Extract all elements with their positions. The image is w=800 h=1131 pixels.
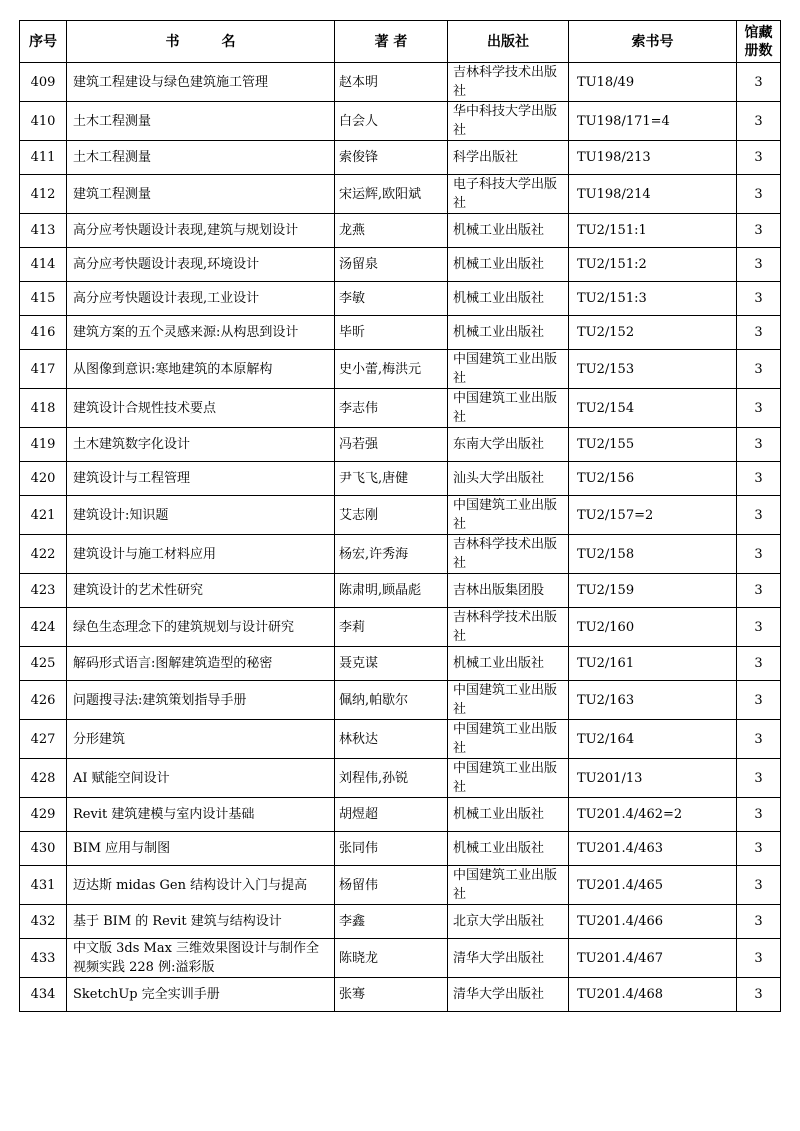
copy-count: 3	[737, 316, 781, 350]
table-row	[20, 681, 781, 720]
book-author: 聂克谋	[335, 647, 448, 681]
book-title: 建筑设计与工程管理	[67, 462, 335, 496]
copy-count: 3	[737, 350, 781, 389]
row-number: 422	[20, 535, 67, 574]
book-author: 尹飞飞,唐健	[335, 462, 448, 496]
copy-count: 3	[737, 428, 781, 462]
book-publisher: 机械工业出版社	[448, 832, 569, 866]
book-author: 刘程伟,孙锐	[335, 759, 448, 798]
copy-count: 3	[737, 462, 781, 496]
book-publisher: 中国建筑工业出版社	[448, 496, 569, 535]
book-title: 高分应考快题设计表现,建筑与规划设计	[67, 214, 335, 248]
book-publisher: 清华大学出版社	[448, 939, 569, 978]
copy-count: 3	[737, 608, 781, 647]
table-row	[20, 248, 781, 282]
book-title: Revit 建筑建模与室内设计基础	[67, 798, 335, 832]
call-number: TU18/49	[569, 63, 737, 102]
book-author: 索俊锋	[335, 141, 448, 175]
row-number: 428	[20, 759, 67, 798]
copy-count: 3	[737, 282, 781, 316]
book-author: 陈肃明,顾晶彪	[335, 574, 448, 608]
table-row	[20, 720, 781, 759]
row-number: 427	[20, 720, 67, 759]
call-number: TU198/213	[569, 141, 737, 175]
book-author: 白会人	[335, 102, 448, 141]
call-number: TU2/157=2	[569, 496, 737, 535]
call-number: TU2/151:2	[569, 248, 737, 282]
row-number: 419	[20, 428, 67, 462]
book-title: 建筑设计合规性技术要点	[67, 389, 335, 428]
book-title: 建筑方案的五个灵感来源:从构思到设计	[67, 316, 335, 350]
table-row	[20, 798, 781, 832]
call-number: TU2/154	[569, 389, 737, 428]
table-row	[20, 282, 781, 316]
call-number: TU201.4/468	[569, 978, 737, 1012]
book-publisher: 科学出版社	[448, 141, 569, 175]
call-number: TU2/161	[569, 647, 737, 681]
header-count: 馆藏册数	[737, 21, 781, 63]
book-author: 汤留泉	[335, 248, 448, 282]
row-number: 415	[20, 282, 67, 316]
table-row	[20, 462, 781, 496]
book-author: 佩纳,帕歇尔	[335, 681, 448, 720]
book-catalog-table	[19, 20, 781, 1012]
book-title: 中文版 3ds Max 三维效果图设计与制作全视频实践 228 例:溢彩版	[67, 939, 335, 978]
book-author: 毕昕	[335, 316, 448, 350]
table-row	[20, 496, 781, 535]
book-title: 分形建筑	[67, 720, 335, 759]
book-publisher: 北京大学出版社	[448, 905, 569, 939]
row-number: 420	[20, 462, 67, 496]
table-row	[20, 350, 781, 389]
book-title: 建筑设计的艺术性研究	[67, 574, 335, 608]
book-publisher: 中国建筑工业出版社	[448, 681, 569, 720]
copy-count: 3	[737, 978, 781, 1012]
call-number: TU2/159	[569, 574, 737, 608]
row-number: 411	[20, 141, 67, 175]
book-publisher: 中国建筑工业出版社	[448, 720, 569, 759]
call-number: TU2/151:1	[569, 214, 737, 248]
book-publisher: 电子科技大学出版社	[448, 175, 569, 214]
row-number: 410	[20, 102, 67, 141]
book-author: 宋运辉,欧阳斌	[335, 175, 448, 214]
book-author: 李敏	[335, 282, 448, 316]
row-number: 433	[20, 939, 67, 978]
book-author: 冯若强	[335, 428, 448, 462]
book-title: 土木工程测量	[67, 102, 335, 141]
copy-count: 3	[737, 866, 781, 905]
row-number: 424	[20, 608, 67, 647]
call-number: TU201.4/463	[569, 832, 737, 866]
call-number: TU201.4/462=2	[569, 798, 737, 832]
table-row	[20, 905, 781, 939]
book-author: 赵本明	[335, 63, 448, 102]
call-number: TU201.4/466	[569, 905, 737, 939]
book-publisher: 吉林科学技术出版社	[448, 608, 569, 647]
book-author: 杨留伟	[335, 866, 448, 905]
row-number: 426	[20, 681, 67, 720]
book-publisher: 机械工业出版社	[448, 316, 569, 350]
book-publisher: 机械工业出版社	[448, 214, 569, 248]
header-call-number: 索书号	[569, 21, 737, 63]
header-row	[20, 21, 781, 63]
table-row	[20, 978, 781, 1012]
header-publisher: 出版社	[448, 21, 569, 63]
call-number: TU198/214	[569, 175, 737, 214]
copy-count: 3	[737, 63, 781, 102]
call-number: TU2/151:3	[569, 282, 737, 316]
table-row	[20, 608, 781, 647]
call-number: TU2/163	[569, 681, 737, 720]
call-number: TU2/160	[569, 608, 737, 647]
header-no: 序号	[20, 21, 67, 63]
table-row	[20, 141, 781, 175]
book-title: 建筑工程测量	[67, 175, 335, 214]
copy-count: 3	[737, 720, 781, 759]
book-publisher: 华中科技大学出版社	[448, 102, 569, 141]
table-row	[20, 389, 781, 428]
copy-count: 3	[737, 798, 781, 832]
book-author: 林秋达	[335, 720, 448, 759]
book-title: 问题搜寻法:建筑策划指导手册	[67, 681, 335, 720]
book-title: 建筑工程建设与绿色建筑施工管理	[67, 63, 335, 102]
book-author: 史小蕾,梅洪元	[335, 350, 448, 389]
call-number: TU201/13	[569, 759, 737, 798]
book-author: 张同伟	[335, 832, 448, 866]
book-publisher: 机械工业出版社	[448, 248, 569, 282]
row-number: 432	[20, 905, 67, 939]
book-author: 胡煜超	[335, 798, 448, 832]
row-number: 421	[20, 496, 67, 535]
table-row	[20, 759, 781, 798]
call-number: TU2/153	[569, 350, 737, 389]
call-number: TU2/164	[569, 720, 737, 759]
copy-count: 3	[737, 939, 781, 978]
row-number: 416	[20, 316, 67, 350]
table-row	[20, 63, 781, 102]
book-publisher: 吉林科学技术出版社	[448, 535, 569, 574]
copy-count: 3	[737, 647, 781, 681]
copy-count: 3	[737, 175, 781, 214]
row-number: 434	[20, 978, 67, 1012]
table-body	[20, 63, 781, 1012]
row-number: 429	[20, 798, 67, 832]
book-publisher: 中国建筑工业出版社	[448, 350, 569, 389]
copy-count: 3	[737, 905, 781, 939]
copy-count: 3	[737, 248, 781, 282]
header-author: 著 者	[335, 21, 448, 63]
copy-count: 3	[737, 496, 781, 535]
call-number: TU201.4/465	[569, 866, 737, 905]
book-author: 张骞	[335, 978, 448, 1012]
book-author: 陈晓龙	[335, 939, 448, 978]
call-number: TU2/156	[569, 462, 737, 496]
table-row	[20, 175, 781, 214]
book-publisher: 中国建筑工业出版社	[448, 866, 569, 905]
copy-count: 3	[737, 832, 781, 866]
book-title: 建筑设计与施工材料应用	[67, 535, 335, 574]
book-title: 解码形式语言:图解建筑造型的秘密	[67, 647, 335, 681]
table-row	[20, 866, 781, 905]
copy-count: 3	[737, 141, 781, 175]
table-row	[20, 214, 781, 248]
copy-count: 3	[737, 102, 781, 141]
copy-count: 3	[737, 389, 781, 428]
copy-count: 3	[737, 759, 781, 798]
book-publisher: 清华大学出版社	[448, 978, 569, 1012]
book-title: SketchUp 完全实训手册	[67, 978, 335, 1012]
copy-count: 3	[737, 574, 781, 608]
row-number: 414	[20, 248, 67, 282]
book-publisher: 汕头大学出版社	[448, 462, 569, 496]
book-title: 土木工程测量	[67, 141, 335, 175]
book-author: 龙燕	[335, 214, 448, 248]
row-number: 431	[20, 866, 67, 905]
book-publisher: 吉林出版集团股	[448, 574, 569, 608]
book-title: 建筑设计:知识题	[67, 496, 335, 535]
book-author: 李志伟	[335, 389, 448, 428]
call-number: TU198/171=4	[569, 102, 737, 141]
table-row	[20, 574, 781, 608]
row-number: 425	[20, 647, 67, 681]
book-title: 高分应考快题设计表现,环境设计	[67, 248, 335, 282]
call-number: TU2/158	[569, 535, 737, 574]
book-publisher: 东南大学出版社	[448, 428, 569, 462]
row-number: 423	[20, 574, 67, 608]
book-author: 李鑫	[335, 905, 448, 939]
book-publisher: 中国建筑工业出版社	[448, 389, 569, 428]
book-publisher: 吉林科学技术出版社	[448, 63, 569, 102]
book-title: 从图像到意识:寒地建筑的本原解构	[67, 350, 335, 389]
table-row	[20, 428, 781, 462]
book-title: 绿色生态理念下的建筑规划与设计研究	[67, 608, 335, 647]
book-title: 迈达斯 midas Gen 结构设计入门与提高	[67, 866, 335, 905]
table-row	[20, 939, 781, 978]
row-number: 418	[20, 389, 67, 428]
header-title: 书 名	[67, 21, 335, 63]
copy-count: 3	[737, 681, 781, 720]
table-row	[20, 647, 781, 681]
book-author: 杨宏,许秀海	[335, 535, 448, 574]
book-publisher: 中国建筑工业出版社	[448, 759, 569, 798]
call-number: TU2/152	[569, 316, 737, 350]
copy-count: 3	[737, 214, 781, 248]
book-publisher: 机械工业出版社	[448, 647, 569, 681]
copy-count: 3	[737, 535, 781, 574]
table-row	[20, 535, 781, 574]
book-publisher: 机械工业出版社	[448, 282, 569, 316]
book-title: 高分应考快题设计表现,工业设计	[67, 282, 335, 316]
row-number: 412	[20, 175, 67, 214]
table-row	[20, 102, 781, 141]
book-title: AI 赋能空间设计	[67, 759, 335, 798]
book-author: 艾志刚	[335, 496, 448, 535]
row-number: 430	[20, 832, 67, 866]
call-number: TU201.4/467	[569, 939, 737, 978]
book-title: 基于 BIM 的 Revit 建筑与结构设计	[67, 905, 335, 939]
table-row	[20, 316, 781, 350]
book-title: 土木建筑数字化设计	[67, 428, 335, 462]
book-title: BIM 应用与制图	[67, 832, 335, 866]
book-author: 李莉	[335, 608, 448, 647]
book-publisher: 机械工业出版社	[448, 798, 569, 832]
row-number: 409	[20, 63, 67, 102]
row-number: 417	[20, 350, 67, 389]
call-number: TU2/155	[569, 428, 737, 462]
row-number: 413	[20, 214, 67, 248]
table-row	[20, 832, 781, 866]
